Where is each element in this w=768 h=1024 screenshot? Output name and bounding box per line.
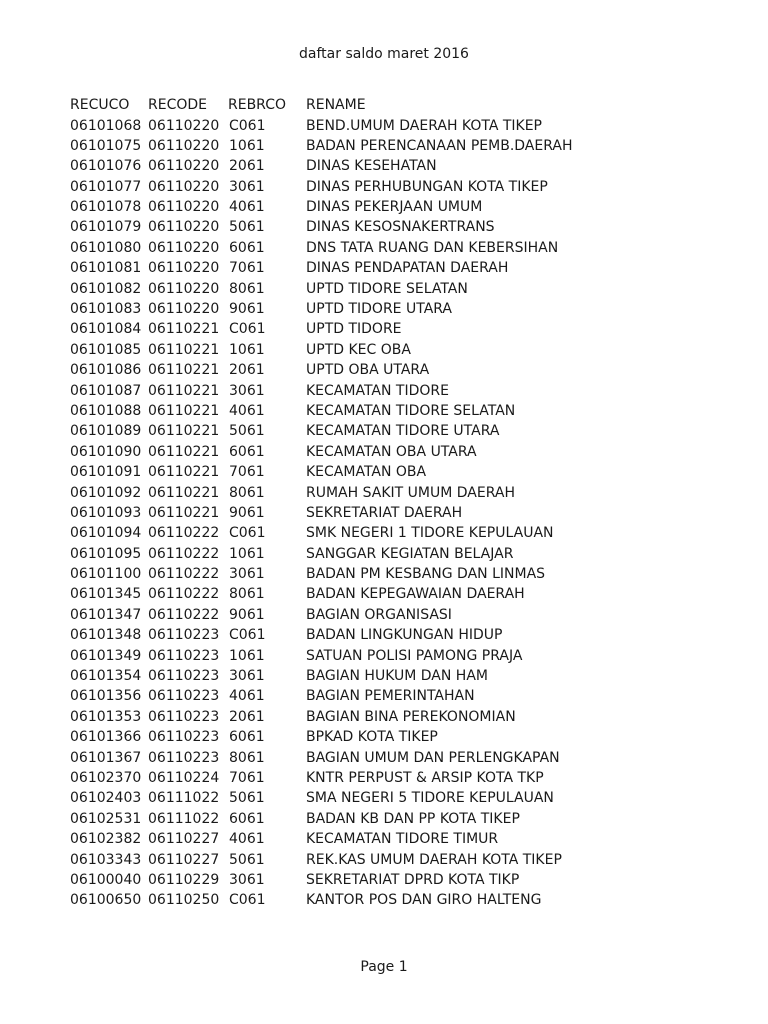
cell-rename: SMA NEGERI 5 TIDORE KEPULAUAN: [306, 790, 554, 807]
cell-recuco: 06101082: [70, 280, 142, 297]
cell-rebrco: 1061: [229, 137, 265, 154]
table-row: [70, 748, 690, 768]
cell-rebrco: 8061: [229, 280, 265, 297]
cell-rebrco: 6061: [229, 239, 265, 256]
cell-recode: 06110222: [148, 586, 220, 603]
cell-rebrco: 4061: [229, 688, 265, 705]
cell-rebrco: 5061: [229, 423, 265, 440]
cell-rename: BADAN KB DAN PP KOTA TIKEP: [306, 810, 520, 827]
cell-recode: 06110220: [148, 260, 220, 277]
cell-recuco: 06101077: [70, 178, 142, 195]
cell-recode: 06110223: [148, 749, 220, 766]
cell-recuco: 06101348: [70, 627, 142, 644]
column-header-recuco: RECUCO: [70, 97, 130, 113]
cell-rebrco: 8061: [229, 749, 265, 766]
cell-recuco: 06101345: [70, 586, 142, 603]
cell-recode: 06110221: [148, 362, 220, 379]
table-row: [70, 116, 690, 136]
table-row: [70, 564, 690, 584]
cell-recode: 06110221: [148, 464, 220, 481]
cell-rebrco: 3061: [229, 871, 265, 888]
cell-recode: 06110222: [148, 566, 220, 583]
table-row: [70, 442, 690, 462]
cell-rename: BAGIAN ORGANISASI: [306, 606, 452, 623]
cell-recode: 06110220: [148, 199, 220, 216]
cell-rename: BAGIAN BINA PEREKONOMIAN: [306, 708, 516, 725]
cell-recuco: 06101353: [70, 708, 142, 725]
table-row: [70, 197, 690, 217]
cell-recode: 06110221: [148, 423, 220, 440]
cell-recode: 06110220: [148, 219, 220, 236]
cell-recode: 06110222: [148, 545, 220, 562]
table-row: [70, 258, 690, 278]
cell-rebrco: 3061: [229, 668, 265, 685]
cell-rebrco: 9061: [229, 606, 265, 623]
cell-recuco: 06101079: [70, 219, 142, 236]
table-row: [70, 340, 690, 360]
cell-rebrco: 9061: [229, 301, 265, 318]
table-row: [70, 890, 690, 910]
cell-recode: 06110220: [148, 137, 220, 154]
table-row: [70, 421, 690, 441]
cell-recode: 06110221: [148, 321, 220, 338]
cell-recuco: 06101356: [70, 688, 142, 705]
cell-recode: 06111022: [148, 810, 220, 827]
table-row: [70, 401, 690, 421]
cell-recode: 06110223: [148, 708, 220, 725]
cell-recode: 06110227: [148, 831, 220, 848]
cell-recuco: 06101087: [70, 382, 142, 399]
cell-recuco: 06101354: [70, 668, 142, 685]
table-row: [70, 299, 690, 319]
table-row: [70, 625, 690, 645]
cell-rename: BADAN PERENCANAAN PEMB.DAERAH: [306, 137, 573, 154]
cell-rename: KANTOR POS DAN GIRO HALTENG: [306, 892, 542, 909]
cell-recode: 06110229: [148, 871, 220, 888]
table-row: [70, 768, 690, 788]
cell-recuco: 06101347: [70, 606, 142, 623]
cell-rebrco: 5061: [229, 851, 265, 868]
cell-rename: BADAN LINGKUNGAN HIDUP: [306, 627, 503, 644]
cell-recuco: 06103343: [70, 851, 142, 868]
cell-rename: BEND.UMUM DAERAH KOTA TIKEP: [306, 117, 543, 134]
table-row: [70, 381, 690, 401]
cell-rename: UPTD TIDORE SELATAN: [306, 280, 468, 297]
cell-recuco: 06101084: [70, 321, 142, 338]
table-row: [70, 319, 690, 339]
document-title: daftar saldo maret 2016: [299, 46, 469, 62]
cell-recode: 06111022: [148, 790, 220, 807]
cell-rename: KECAMATAN TIDORE: [306, 382, 449, 399]
balance-table: [70, 95, 690, 911]
cell-recode: 06110250: [148, 892, 220, 909]
cell-recode: 06110220: [148, 280, 220, 297]
cell-rename: SMK NEGERI 1 TIDORE KEPULAUAN: [306, 525, 554, 542]
cell-rebrco: 7061: [229, 464, 265, 481]
cell-rename: DINAS KESEHATAN: [306, 158, 437, 175]
cell-recode: 06110223: [148, 688, 220, 705]
table-row: [70, 584, 690, 604]
cell-recode: 06110223: [148, 668, 220, 685]
cell-recuco: 06102382: [70, 831, 142, 848]
cell-rebrco: 1061: [229, 341, 265, 358]
table-row: [70, 462, 690, 482]
cell-recuco: 06101367: [70, 749, 142, 766]
cell-rename: UPTD TIDORE UTARA: [306, 301, 453, 318]
cell-recuco: 06101091: [70, 464, 142, 481]
table-row: [70, 666, 690, 686]
cell-recode: 06110222: [148, 525, 220, 542]
cell-rename: BAGIAN HUKUM DAN HAM: [306, 668, 488, 685]
cell-rebrco: C061: [229, 525, 266, 542]
cell-recode: 06110221: [148, 382, 220, 399]
cell-recode: 06110221: [148, 484, 220, 501]
cell-rename: RUMAH SAKIT UMUM DAERAH: [306, 484, 515, 501]
cell-rename: BAGIAN PEMERINTAHAN: [306, 688, 475, 705]
table-row: [70, 646, 690, 666]
cell-rename: DINAS KESOSNAKERTRANS: [306, 219, 495, 236]
table-row: [70, 544, 690, 564]
table-row: [70, 727, 690, 747]
column-header-recode: RECODE: [148, 97, 207, 113]
table-row: [70, 238, 690, 258]
cell-recuco: 06101088: [70, 402, 142, 419]
cell-rebrco: 7061: [229, 260, 265, 277]
table-row: [70, 850, 690, 870]
table-row: [70, 707, 690, 727]
cell-rename: SEKRETARIAT DAERAH: [306, 504, 463, 521]
cell-recuco: 06102370: [70, 770, 142, 786]
column-header-rename: RENAME: [306, 97, 366, 113]
cell-recuco: 06101078: [70, 199, 142, 216]
cell-recode: 06110224: [148, 770, 220, 786]
cell-recuco: 06101366: [70, 729, 142, 746]
cell-rename: BADAN KEPEGAWAIAN DAERAH: [306, 586, 525, 603]
cell-rebrco: C061: [229, 892, 266, 909]
cell-rebrco: C061: [229, 117, 266, 134]
cell-rebrco: 3061: [229, 382, 265, 399]
cell-recuco: 06101092: [70, 484, 142, 501]
cell-rebrco: 2061: [229, 708, 265, 725]
cell-rebrco: 1061: [229, 647, 265, 664]
cell-recuco: 06101094: [70, 525, 142, 542]
table-row: [70, 686, 690, 706]
cell-recuco: 06101081: [70, 260, 142, 277]
cell-recuco: 06101349: [70, 647, 142, 664]
cell-recuco: 06101086: [70, 362, 142, 379]
cell-recuco: 06101089: [70, 423, 142, 440]
cell-rebrco: C061: [229, 321, 266, 338]
table-row: [70, 217, 690, 237]
cell-recuco: 06101093: [70, 504, 142, 521]
cell-recode: 06110227: [148, 851, 220, 868]
cell-rename: REK.KAS UMUM DAERAH KOTA TIKEP: [306, 851, 562, 868]
cell-recode: 06110221: [148, 402, 220, 419]
cell-rebrco: 4061: [229, 402, 265, 419]
cell-recuco: 06101083: [70, 301, 142, 318]
cell-recuco: 06101090: [70, 443, 142, 460]
cell-recuco: 06101075: [70, 137, 142, 154]
cell-rename: KECAMATAN OBA UTARA: [306, 443, 477, 460]
cell-rename: DINAS PEKERJAAN UMUM: [306, 199, 483, 216]
cell-recuco: 06101085: [70, 341, 142, 358]
table-row: [70, 788, 690, 808]
cell-rebrco: 5061: [229, 219, 265, 236]
cell-rebrco: 1061: [229, 545, 265, 562]
table-row: [70, 870, 690, 890]
cell-recode: 06110220: [148, 117, 220, 134]
cell-recode: 06110223: [148, 729, 220, 746]
cell-recode: 06110220: [148, 158, 220, 175]
cell-recode: 06110222: [148, 606, 220, 623]
cell-rename: KECAMATAN TIDORE SELATAN: [306, 402, 516, 419]
table-row: [70, 156, 690, 176]
cell-rebrco: 7061: [229, 770, 265, 786]
cell-recode: 06110223: [148, 627, 220, 644]
table-row: [70, 483, 690, 503]
cell-rebrco: 8061: [229, 484, 265, 501]
table-row: [70, 360, 690, 380]
cell-recode: 06110221: [148, 443, 220, 460]
cell-recuco: 06101076: [70, 158, 142, 175]
cell-recode: 06110220: [148, 239, 220, 256]
cell-recode: 06110221: [148, 504, 220, 521]
cell-recuco: 06101068: [70, 117, 142, 134]
table-row: [70, 503, 690, 523]
cell-recuco: 06101100: [70, 566, 142, 583]
cell-rebrco: 6061: [229, 443, 265, 460]
cell-rename: UPTD OBA UTARA: [306, 362, 430, 379]
cell-rename: KECAMATAN OBA: [306, 464, 427, 481]
table-row: [70, 279, 690, 299]
cell-recuco: 06102403: [70, 790, 142, 807]
cell-rebrco: 3061: [229, 178, 265, 195]
cell-rename: SANGGAR KEGIATAN BELAJAR: [306, 545, 514, 562]
cell-rename: DNS TATA RUANG DAN KEBERSIHAN: [306, 239, 559, 256]
table-row: [70, 829, 690, 849]
cell-rebrco: 6061: [229, 810, 265, 827]
cell-rebrco: 8061: [229, 586, 265, 603]
table-row: [70, 177, 690, 197]
cell-rename: UPTD TIDORE: [306, 321, 402, 338]
cell-recode: 06110220: [148, 178, 220, 195]
cell-rename: SATUAN POLISI PAMONG PRAJA: [306, 647, 523, 664]
cell-recuco: 06101080: [70, 239, 142, 256]
cell-rebrco: 5061: [229, 790, 265, 807]
cell-rebrco: 2061: [229, 362, 265, 379]
cell-recuco: 06100650: [70, 892, 142, 909]
table-row: [70, 523, 690, 543]
table-body: [70, 116, 690, 911]
cell-rebrco: 9061: [229, 504, 265, 521]
cell-rename: DINAS PENDAPATAN DAERAH: [306, 260, 509, 277]
cell-rename: BAGIAN UMUM DAN PERLENGKAPAN: [306, 749, 560, 766]
cell-rename: KECAMATAN TIDORE TIMUR: [306, 831, 499, 848]
cell-rename: UPTD KEC OBA: [306, 341, 411, 358]
cell-rename: KECAMATAN TIDORE UTARA: [306, 423, 500, 440]
cell-recode: 06110223: [148, 647, 220, 664]
cell-rename: KNTR PERPUST & ARSIP KOTA TKP: [306, 770, 544, 786]
table-row: [70, 605, 690, 625]
cell-rename: BPKAD KOTA TIKEP: [306, 729, 438, 746]
cell-rename: SEKRETARIAT DPRD KOTA TIKP: [306, 871, 520, 888]
column-header-rebrco: REBRCO: [228, 97, 287, 113]
cell-recuco: 06100040: [70, 871, 142, 888]
cell-recode: 06110220: [148, 301, 220, 318]
table-row: [70, 809, 690, 829]
cell-rebrco: 3061: [229, 566, 265, 583]
page-number: Page 1: [360, 959, 408, 975]
cell-rename: DINAS PERHUBUNGAN KOTA TIKEP: [306, 178, 548, 195]
cell-recuco: 06102531: [70, 810, 142, 827]
cell-rename: BADAN PM KESBANG DAN LINMAS: [306, 566, 546, 583]
table-header-row: [70, 95, 690, 116]
cell-recode: 06110221: [148, 341, 220, 358]
cell-rebrco: C061: [229, 627, 266, 644]
cell-rebrco: 6061: [229, 729, 265, 746]
cell-recuco: 06101095: [70, 545, 142, 562]
table-row: [70, 136, 690, 156]
cell-rebrco: 4061: [229, 831, 265, 848]
cell-rebrco: 2061: [229, 158, 265, 175]
cell-rebrco: 4061: [229, 199, 265, 216]
